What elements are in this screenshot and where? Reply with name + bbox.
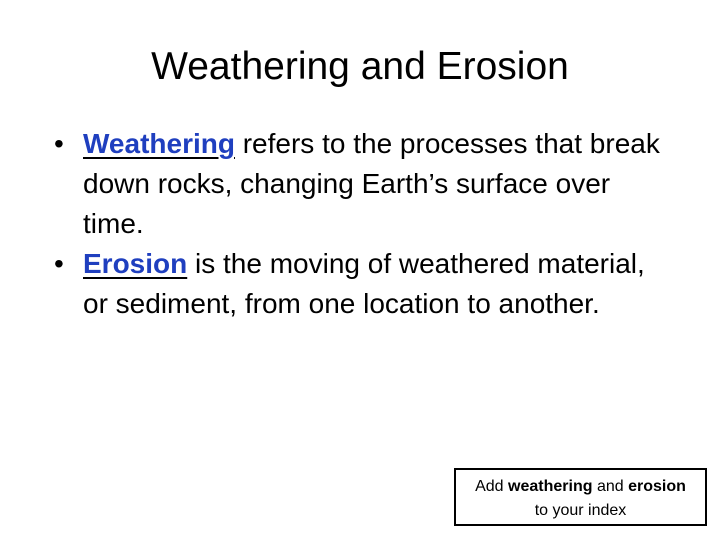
- slide-title: Weathering and Erosion: [151, 45, 569, 88]
- term-weathering: Weathering: [83, 128, 235, 159]
- note-term-weathering: weathering: [508, 478, 593, 495]
- note-prefix: Add: [475, 478, 509, 495]
- note-term-erosion: erosion: [628, 478, 686, 495]
- bullet-text: refers to the processes that break down rocks, changing Earth’s surface over time.: [83, 128, 660, 239]
- bullet-item-erosion: [54, 244, 674, 324]
- note-line-2: to your index: [534, 502, 627, 519]
- bullet-icon: •: [54, 248, 64, 279]
- bullet-text: is the moving of weathered material, or sediment, from one location to another.: [83, 248, 645, 319]
- note-line-1: [456, 475, 705, 499]
- bullet-icon: •: [54, 128, 64, 159]
- bullet-item-weathering: [54, 124, 674, 244]
- term-erosion: Erosion: [83, 248, 188, 279]
- bullet-list: [54, 124, 674, 324]
- note-middle: and: [592, 478, 629, 495]
- index-note-box: [454, 468, 707, 526]
